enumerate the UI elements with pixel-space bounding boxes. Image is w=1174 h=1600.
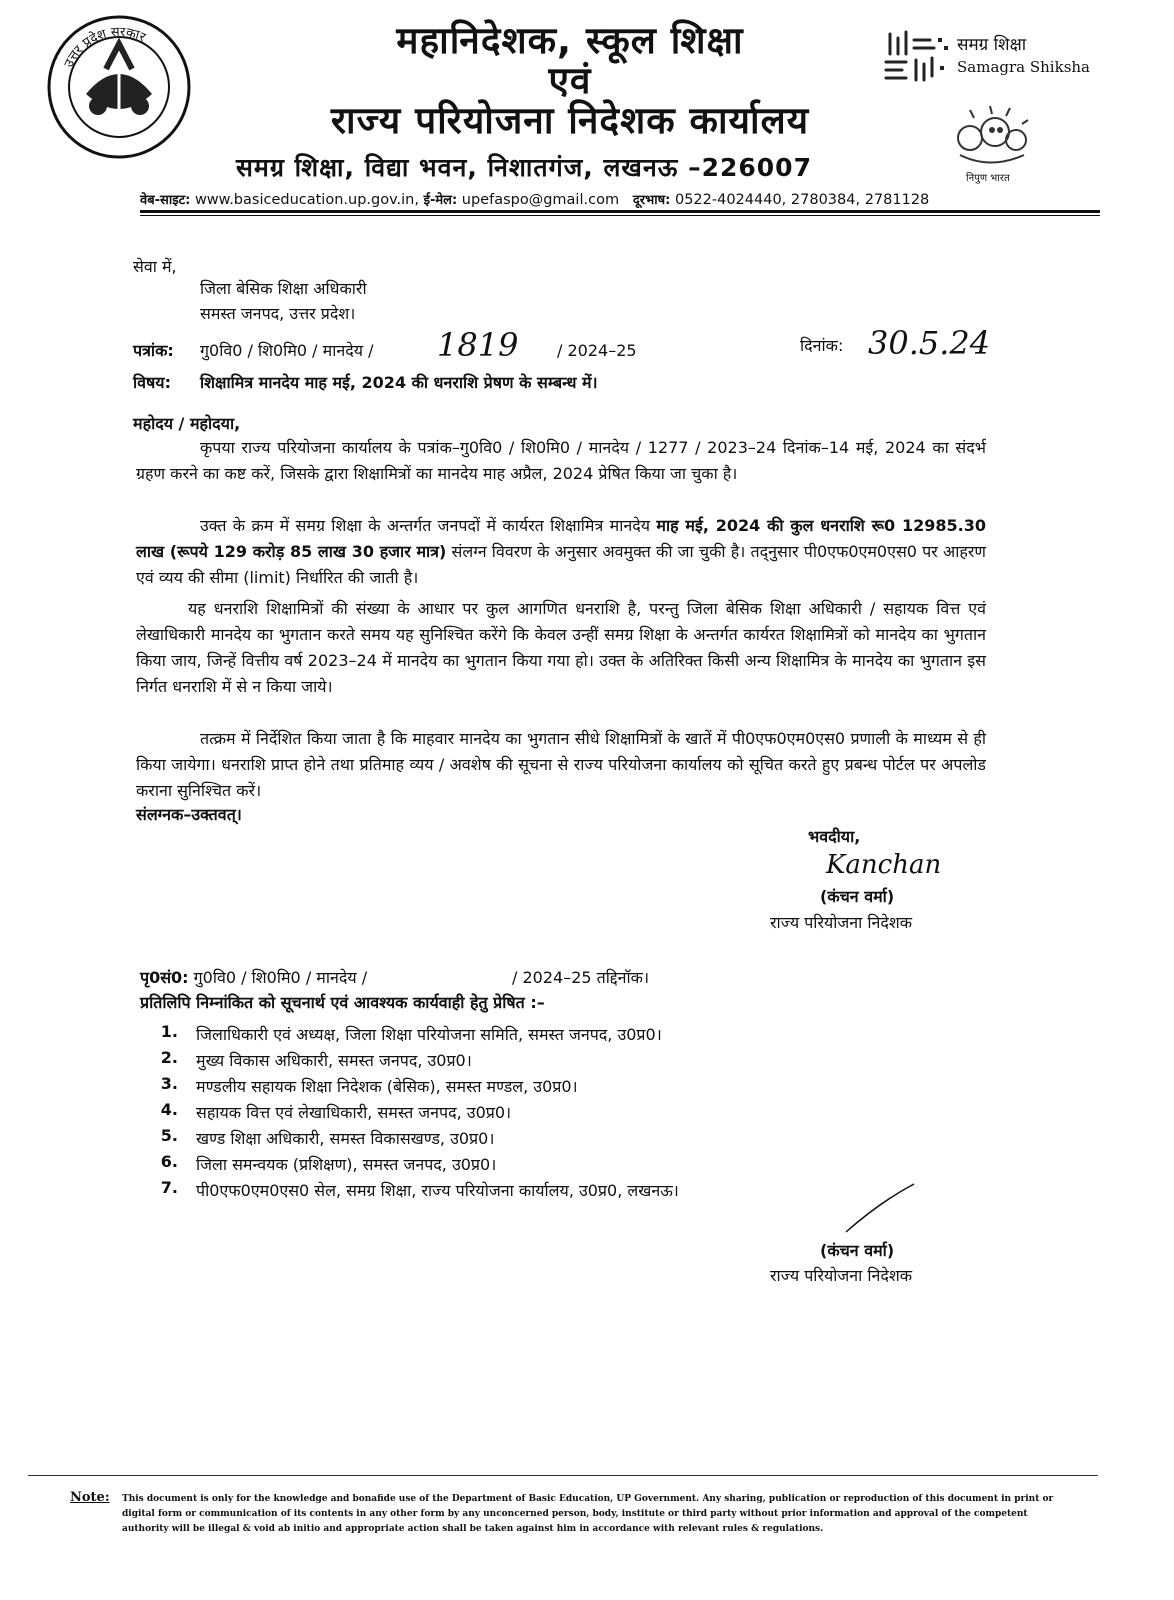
enclosure-note: संलग्नक–उक्तवत्।: [136, 805, 242, 824]
email-link[interactable]: upefaspo@gmail.com: [461, 192, 620, 208]
date-handwritten: 30.5.24: [868, 324, 991, 362]
list-item-number: 5.: [160, 1126, 178, 1145]
list-item-number: 6.: [160, 1152, 178, 1171]
paragraph-2-c: संलग्न विवरण के अनुसार अवमुक्त की जा चुकी है। तद्नुसार पी0एफ0एम0एस0 पर आहरण एवं व्यय की सीमा (limit) निर्धारित की जाती है।: [136, 542, 986, 587]
list-item: [148, 1048, 679, 1074]
list-item: [148, 1074, 679, 1100]
samagra-shiksha-logo-icon: [882, 28, 962, 84]
list-item: [148, 1022, 679, 1048]
phone-numbers: 0522-4024440, 2780384, 2781128: [674, 192, 930, 208]
copy-ref-year: / 2024–25 तद्दिनॉक।: [512, 968, 650, 987]
note-label: Note:: [70, 1490, 110, 1505]
up-government-seal-logo: [46, 14, 192, 160]
email-label: ई-मेल:: [423, 193, 458, 208]
website-label: वेब-साइट:: [140, 193, 191, 208]
recipient-line-2: समस्त जनपद, उत्तर प्रदेश।: [200, 304, 356, 323]
reference-year: / 2024–25: [557, 341, 637, 360]
reference-number-handwritten: 1819: [437, 326, 519, 364]
list-item: [148, 1100, 679, 1126]
header-divider-thin: [140, 215, 1100, 216]
footer-divider: [28, 1475, 1098, 1476]
reference-label: पत्रांक:: [133, 341, 174, 360]
header-address: समग्र शिक्षा, विद्या भवन, निशातगंज, लखनऊ –226007: [236, 153, 812, 182]
list-item-number: 1.: [160, 1022, 178, 1041]
paragraph-1: कृपया राज्य परियोजना कार्यालय के पत्रांक–गु0वि0 / शि0मि0 / मानदेय / 1277 / 2023–24 दिनांक–14 मई, 2024 का संदर्भ ग्रहण करने का कष्ट करें, जिसके द्वारा शिक्षामित्रों का मानदेय माह अप्रैल, 2024 प्रेषित किया जा चुका है।: [136, 438, 986, 483]
signatory-designation: राज्य परियोजना निदेशक: [770, 913, 913, 932]
paragraph-2-amount: माह मई, 2024 की कुल धनराशि रू0 12985.30 लाख (रूपये 129 करोड़ 85 लाख 30 हजार मात्र): [136, 516, 987, 561]
list-item-text: जिला समन्वयक (प्रशिक्षण), समस्त जनपद, उ0प्र0।: [196, 1155, 497, 1174]
note-text: This document is only for the knowledge and bonafide use of the Department of Basic Education, UP Government. Any sharing, publication or reproduction of this document in print or digital form or communication of its contents in any other form by any unconcerned person, body, institute or third party without prior information and approval of the competent authority will be illegal & void ab initio and appropriate action shall be taken against him in accordance with relevant rules & regulations.: [122, 1494, 1054, 1534]
copy-signatory-name: (कंचन वर्मा): [820, 1241, 895, 1260]
list-item-text: जिलाधिकारी एवं अध्यक्ष, जिला शिक्षा परियोजना समिति, समस्त जनपद, उ0प्र0।: [196, 1025, 662, 1044]
salutation: सेवा में,: [133, 257, 177, 276]
list-item-text: मण्डलीय सहायक शिक्षा निदेशक (बेसिक), समस्त मण्डल, उ0प्र0।: [196, 1077, 578, 1096]
samagra-shiksha-hindi: समग्र शिक्षा: [957, 35, 1027, 55]
list-item-number: 4.: [160, 1100, 178, 1119]
list-item: [148, 1126, 679, 1152]
header-line-3: राज्य परियोजना निदेशक कार्यालय: [330, 99, 810, 142]
list-item-number: 2.: [160, 1048, 178, 1067]
website-link[interactable]: www.basiceducation.up.gov.in,: [194, 192, 419, 208]
seal-text: उत्तर प्रदेश सरकार: [61, 24, 148, 70]
list-item-text: पी0एफ0एम0एस0 सेल, समग्र शिक्षा, राज्य परियोजना कार्यालय, उ0प्र0, लखनऊ।: [196, 1181, 679, 1200]
list-item: [148, 1152, 679, 1178]
list-item-number: 7.: [160, 1178, 178, 1197]
copy-ref-line: [140, 965, 367, 991]
phone-label: दूरभाष:: [632, 193, 671, 208]
list-item-text: खण्ड शिक्षा अधिकारी, समस्त विकासखण्ड, उ0प्र0।: [196, 1129, 495, 1148]
paragraph-3: यह धनराशि शिक्षामित्रों की संख्या के आधार पर कुल आगणित धनराशि है, परन्तु जिला बेसिक शिक्षा अधिकारी / सहायक वित्त एवं लेखाधिकारी मानदेय का भुगतान करते समय यह सुनिश्चित करेंगे कि केवल उन्हीं समग्र शिक्षा के अन्तर्गत कार्यरत शिक्षामित्रों को मानदेय का भुगतान किया जाय, जिन्हें वित्तीय वर्ष 2023–24 में मानदेय का भुगतान किया गया हो। उक्त के अतिरिक्त किसी अन्य शिक्षामित्र के मानदेय का भुगतान इस निर्गत धनराशि में से न किया जाये।: [136, 599, 986, 696]
paragraph-2-a: उक्त के क्रम में समग्र शिक्षा के अन्तर्गत जनपदों में कार्यरत शिक्षामित्र मानदेय: [200, 516, 651, 535]
signature-scrawl: Kanchan: [826, 850, 942, 880]
nipun-bharat-logo-icon: [940, 100, 1040, 170]
list-item-text: मुख्य विकास अधिकारी, समस्त जनपद, उ0प्र0।: [196, 1051, 472, 1070]
header-line-2: एवं: [548, 59, 592, 102]
header-contact-line: [140, 190, 929, 208]
copy-ref-text: गु0वि0 / शि0मि0 / मानदेय /: [193, 968, 368, 987]
nipun-bharat-label: निपुण भारत: [966, 173, 1010, 184]
subject-text: शिक्षामित्र मानदेय माह मई, 2024 की धनराशि प्रेषण के सम्बन्ध में।: [200, 373, 598, 392]
signatory-name: (कंचन वर्मा): [820, 887, 895, 906]
signature-mark: [840, 1180, 920, 1240]
list-item: [148, 1178, 679, 1204]
list-item-text: सहायक वित्त एवं लेखाधिकारी, समस्त जनपद, उ0प्र0।: [196, 1103, 512, 1122]
closing: भवदीया,: [808, 827, 861, 846]
copy-ref-label: पृ0सं0:: [140, 968, 189, 987]
reference-prefix: गु0वि0 / शि0मि0 / मानदेय /: [200, 341, 374, 360]
samagra-shiksha-english: Samagra Shiksha: [957, 58, 1090, 76]
date-label: दिनांक:: [800, 336, 844, 355]
copy-list: [148, 1022, 679, 1204]
subject-label: विषय:: [133, 373, 171, 392]
copy-heading: प्रतिलिपि निम्नांकित को सूचनार्थ एवं आवश्यक कार्यवाही हेतु प्रेषित :–: [140, 993, 545, 1012]
paragraph-2: [136, 513, 986, 591]
list-item-number: 3.: [160, 1074, 178, 1093]
header-line-1: महानिदेशक, स्कूल शिक्षा: [396, 19, 744, 62]
recipient-line-1: जिला बेसिक शिक्षा अधिकारी: [200, 279, 367, 298]
greeting: महोदय / महोदया,: [133, 414, 241, 433]
paragraph-4: तत्क्रम में निर्देशित किया जाता है कि माहवार मानदेय का भुगतान सीधे शिक्षामित्रों के खातें में पी0एफ0एम0एस0 प्रणाली के माध्यम से ही किया जायेगा। धनराशि प्राप्त होने तथा प्रतिमाह व्यय / अवशेष की सूचना से राज्य परियोजना कार्यालय को सूचित करते हुए प्रबन्ध पोर्टल पर अपलोड कराना सुनिश्चित करें।: [136, 729, 986, 800]
header-divider: [140, 210, 1100, 213]
copy-signatory-designation: राज्य परियोजना निदेशक: [770, 1266, 913, 1285]
